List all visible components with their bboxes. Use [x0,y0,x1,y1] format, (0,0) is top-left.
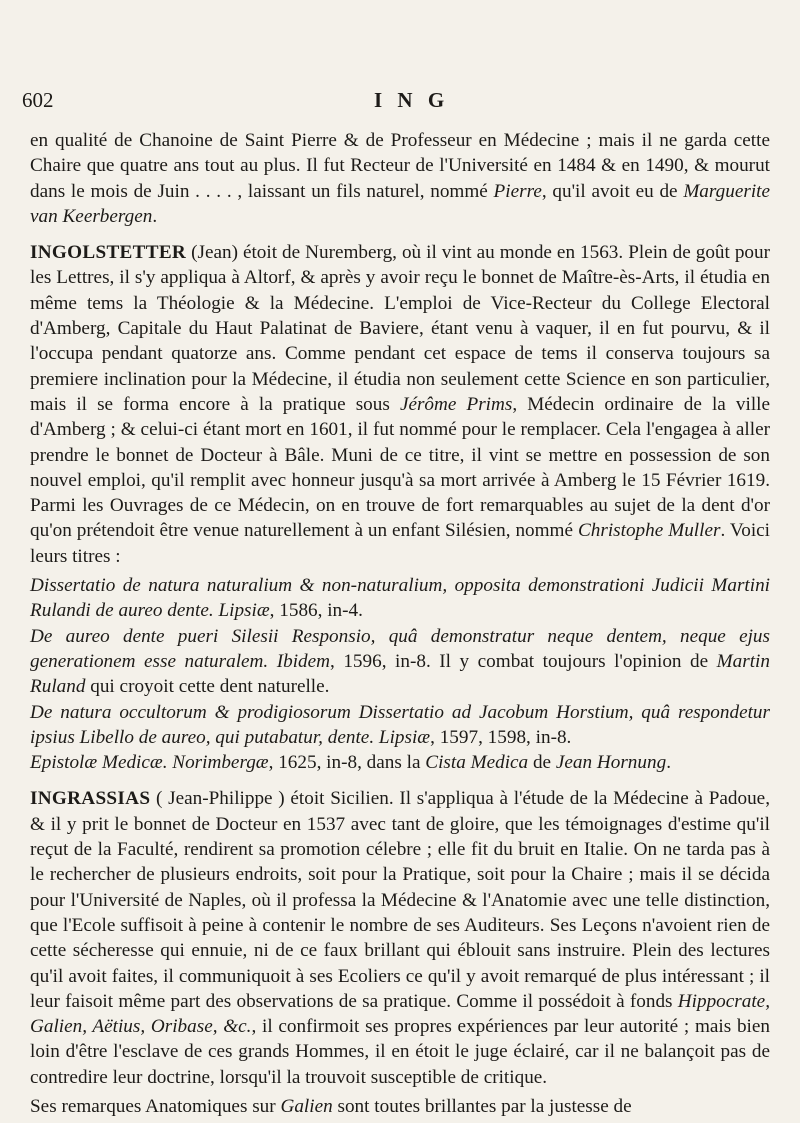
page-number: 602 [22,88,54,112]
italic-run: Marguerite van Keerbergen [30,180,770,227]
text-run: ( Jean-Philippe ) étoit Sicilien. Il s'appliqua à l'étude de la Médecine à Padoue, & il y prit le bonnet de Docteur en 1537 avec tant de gloire, que les témoignages d'estime qu'il reçut de la Faculté, rendirent sa promotion célebre ; elle fit du bruit en Italie. On ne tarda pas à le rechercher de plusieurs endroits, soit pour la Pratique, soit pour la Chaire ; mais il se décida pour l'Université de Naples, où il professa la Médecine & l'Anatomie avec une telle distinction, que l'Ecole suffisoit à peine à contenir le nombre de ses Auditeurs. Ses Leçons n'avoient rien de cette sécheresse qui ennuie, ni de ce faux brillant qui éblouit sans instruire. Plein des lectures qu'il avoit faites, il communiquoit à ses Ecoliers ce qu'il y avoit remarqué de plus intéressant ; il leur faisoit même part des observations de sa pratique. Comme il possédoit à fonds [30,788,770,1012]
text-run: , il confirmoit ses propres expériences par leur autorité ; mais bien loin d'être l'esclave de ces grands Hommes, il en étoit le juge éclairé, car il ne balançoit pas de contredire leur doctrine, lorsqu'il la trouvoit susceptible de critique. [30,1016,770,1088]
text-run: , 1625, in-8, dans la [268,752,426,774]
work-title [30,624,770,700]
italic-run: Epistolæ Medicæ. Norimbergæ [30,752,269,774]
text-run: , 1596, in-8. Il y combat toujours l'opinion de [330,650,717,672]
text-run: en qualité de Chanoine de Saint Pierre & de Professeur en Médecine ; mais il ne garda cette Chaire que quatre ans tout au plus. Il fut Recteur de l'Université en 1484 & en 1490, & mourut dans le mois de Juin . . . . , laissant un fils naturel, nommé [30,130,770,202]
italic-run: De natura occultorum & prodigiosorum Dissertatio ad Jacobum Horstium, quâ respondetur ipsius Libello de aureo, qui putabatur, dente. Lipsiæ [30,701,770,748]
italic-run: Christophe Muller [577,520,721,542]
text-run: . [152,205,158,227]
work-title [30,750,770,775]
italic-run: Dissertatio de natura naturalium & non-naturalium, opposita demonstrationi Judicii Martini Rulandi de aureo dente. Lipsiæ [30,575,770,622]
italic-run: Jean Hornung [555,752,667,774]
body-text [30,128,770,1123]
text-run: qui croyoit cette dent naturelle. [85,676,330,698]
text-run: , 1597, 1598, in-8. [430,726,572,748]
italic-run: Martin Ruland [30,650,770,698]
text-run: , Médecin ordinaire de la ville d'Amberg ; & celui-ci étant mort en 1601, il fut nommé pour le remplacer. Cela l'engagea à aller prendre le bonnet de Docteur à Bâle. Muni de ce titre, il vint se mettre en possession de son nouvel emploi, qu'il remplit avec honneur jusqu'à sa mort arrivée à Amberg le 15 Février 1619. Parmi les Ouvrages de ce Médecin, on en trouve de fort remarquables au sujet de la dent d'or qu'on prétendoit être venue naturellement à un enfant Silésien, nommé [30,393,771,542]
works-list [30,573,770,775]
headword: INGRASSIAS [30,788,151,810]
text-run: de [528,752,556,774]
text-run: (Jean) étoit de Nuremberg, où il vint au monde en 1563. Plein de goût pour les Lettres, il s'y appliqua à Altorf, & après y avoir reçu le bonnet de Maître-ès-Arts, il étudia en même tems la Théologie & la Médecine. L'emploi de Vice-Recteur du College Electoral d'Amberg, Capitale du Haut Palatinat de Baviere, étant venu à vaquer, il en fut pourvu, & il l'occupa pendant quatorze ans. Comme pendant cet espace de tems il conserva toujours sa premiere inclination pour la Médecine, il étudia non seulement cette Science en son particulier, mais il se forma encore à la pratique sous [30,242,770,415]
work-title [30,573,770,624]
continued-entry-paragraph [30,128,770,229]
italic-run: Cista Medica [425,752,529,774]
text-run: sont toutes brillantes par la justesse de [332,1095,632,1117]
text-run: . Voici leurs titres : [30,520,770,567]
headword: INGOLSTETTER [30,242,187,264]
text-run: , 1586, in-4. [269,600,363,622]
page-header [22,88,770,114]
continuing-paragraph [30,1094,770,1119]
italic-run: Jérôme Prims [399,393,513,415]
text-run: Ses remarques Anatomiques sur [30,1095,281,1117]
entry-ingrassias [30,786,770,1090]
italic-run: De aureo dente pueri Silesii Responsio, quâ demonstratur neque dentem, neque ejus generationem esse naturalem. Ibidem [30,625,770,672]
work-title [30,700,770,751]
text-run: , qu'il avoit eu de [541,180,684,202]
entry-ingolstetter [30,240,770,569]
italic-run: Hippocrate, Galien, Aëtius, Oribase, &c. [30,990,770,1038]
text-run: . [666,752,671,774]
running-head: I N G [374,88,450,112]
italic-run: Pierre [493,180,542,202]
italic-run: Galien [280,1095,333,1117]
